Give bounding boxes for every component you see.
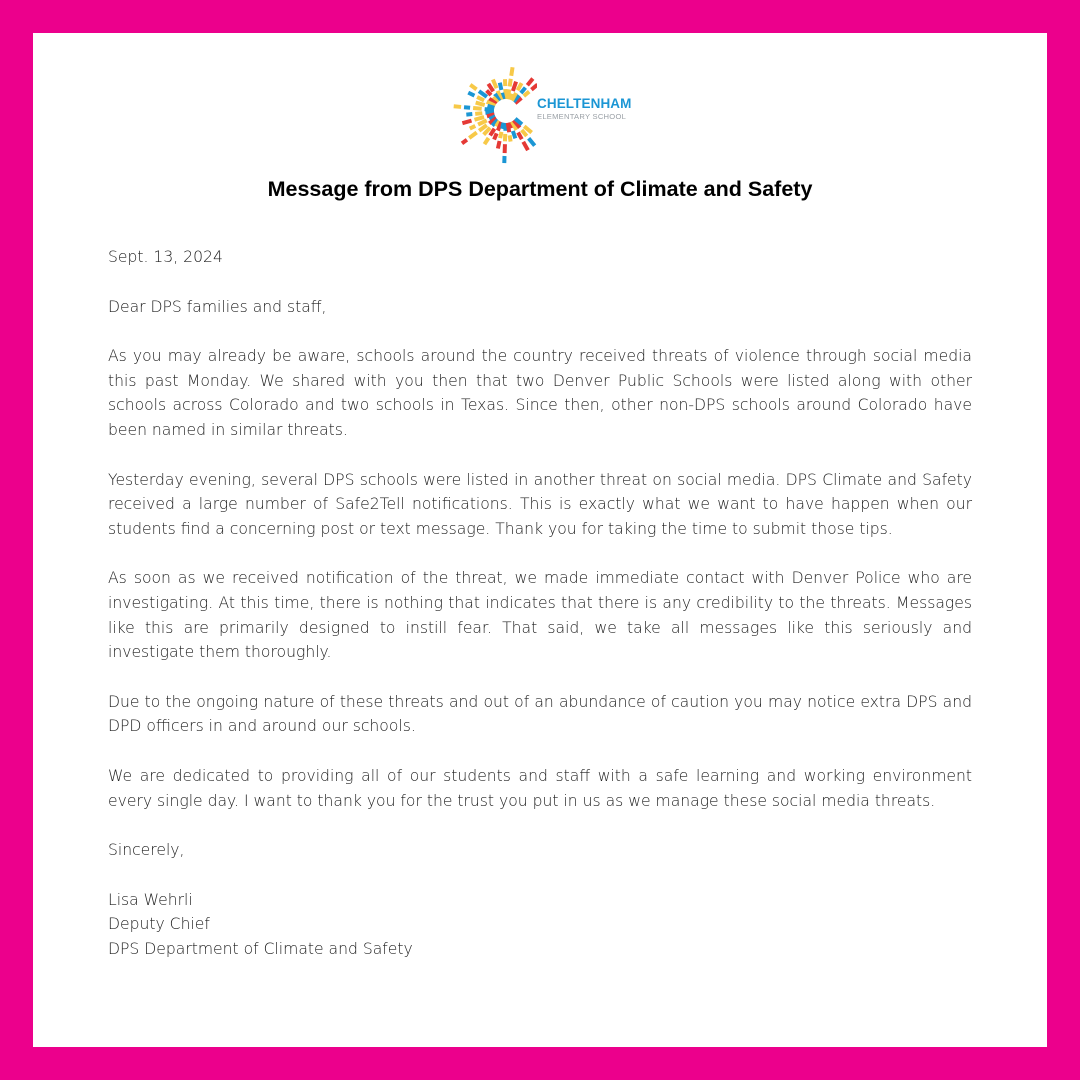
logo-ray-dash [469, 124, 476, 130]
logo-ray-dash [522, 141, 530, 151]
signature-role: Deputy Chief [108, 915, 210, 934]
logo-ray-dash [473, 106, 482, 111]
logo-school-subtitle: ELEMENTARY SCHOOL [537, 112, 627, 121]
logo-ray-dash [508, 135, 513, 142]
logo-school-name: CHELTENHAM [537, 96, 632, 111]
logo-ray-dash [464, 105, 470, 110]
letter-paragraph: Due to the ongoing nature of these threats and out of an abundance of caution you may notice extra DPS and DPD officers in and around our schools. [108, 692, 972, 736]
logo-ray-dash [454, 104, 462, 109]
signature-department: DPS Department of Climate and Safety [108, 939, 413, 958]
letter-body [108, 245, 972, 961]
logo-ray-dash [496, 141, 502, 149]
logo-ray-dash [467, 91, 475, 98]
logo-ray-dash [483, 137, 490, 145]
logo-ray-dash [468, 131, 478, 140]
logo-ray-dash [466, 112, 472, 117]
signature-block [108, 888, 972, 962]
logo-ray-dash [502, 156, 506, 163]
logo-ray-dash [527, 137, 536, 147]
school-logo [445, 49, 675, 175]
logo-ray-dash [469, 83, 478, 91]
letter-paragraph: As you may already be aware, schools around the country received threats of violence through social media this past Monday. We shared with you then that two Denver Public Schools were listed along with other schools across Colorado and two schools in Texas. Since then, other non-DPS schools around Colorado have been named in similar threats. [108, 347, 972, 439]
logo-ray-dash [530, 83, 537, 91]
letter-paragraph: Yesterday evening, several DPS schools were listed in another threat on social media. DPS Climate and Safety received a large number of Safe2Tell notifications. This is exactly what we want to have happen when our students find a concerning post or text message. Thank you for taking the time to submit those tips. [108, 470, 972, 538]
logo-ray-dash [498, 82, 503, 90]
logo-ray-dash [475, 111, 482, 116]
logo-ray-dash [503, 144, 507, 153]
letter-title: Message from DPS Department of Climate and Safety [267, 177, 813, 201]
logo-ray-dash [503, 134, 507, 142]
letter-greeting: Dear DPS families and staff, [108, 297, 327, 316]
letter-closing: Sincerely, [108, 841, 185, 860]
logo-ray-dash [498, 131, 503, 138]
logo-ray-dash [509, 67, 514, 76]
logo-ray-dash [461, 138, 468, 145]
logo-ray-dash [475, 101, 485, 107]
logo-ray-dash [526, 77, 535, 86]
signature-name: Lisa Wehrli [108, 890, 193, 909]
letter-date: Sept. 13, 2024 [108, 248, 223, 266]
letter-paragraph: As soon as we received notification of the threat, we made immediate contact with Denver Police who are investigating. At this time, there is nothing that indicates that there is any credibility to the threats. Messages like this are primarily designed to instill fear. That said, we take all messages like this seriously and investigate them thoroughly. [108, 569, 972, 662]
letter-paragraph: We are dedicated to providing all of our students and staff with a safe learning and working environment every single day. I want to thank you for the trust you put in us as we manage these social media threats. [108, 766, 972, 810]
sunburst-logo-icon [445, 49, 537, 175]
logo-ray-dash [508, 79, 513, 87]
logo-ray-dash [503, 79, 507, 86]
logo-ray-dash [462, 119, 472, 125]
letter-page [33, 33, 1047, 1047]
